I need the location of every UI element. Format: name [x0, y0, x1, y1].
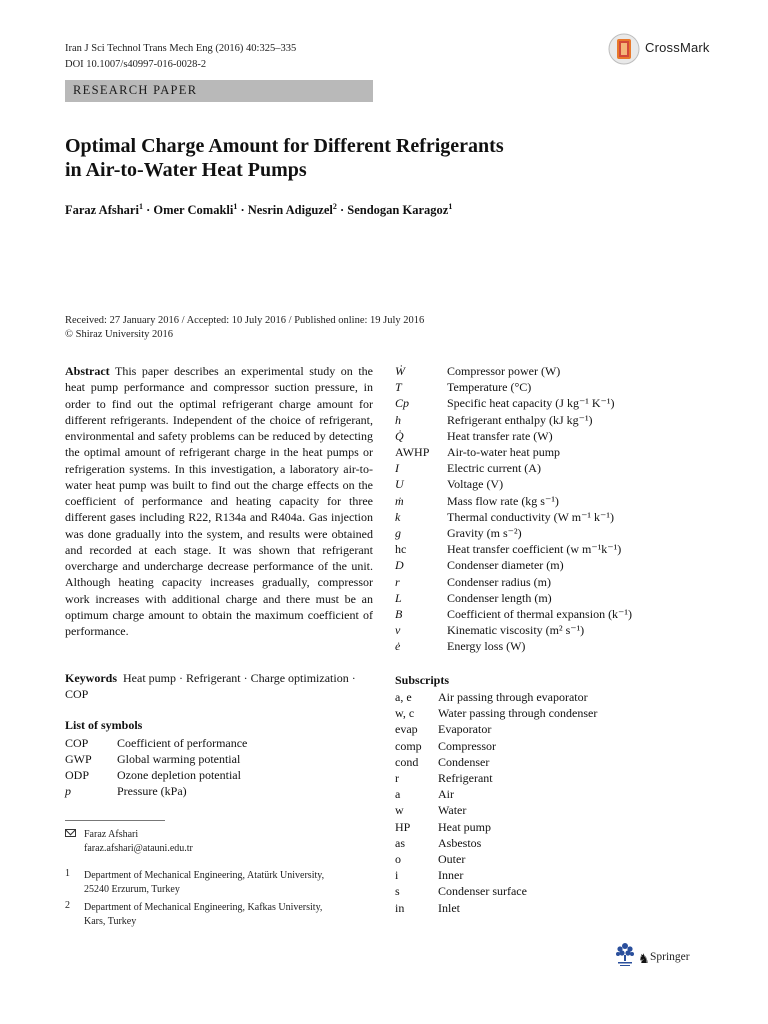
crossmark-label: CrossMark — [645, 40, 710, 55]
author-affiliation-marker: 1 — [448, 201, 453, 211]
symbol-description: Global warming potential — [117, 752, 241, 766]
correspondence — [84, 828, 193, 855]
keywords-text: Heat pump · Refrigerant · Charge optimization · COP — [65, 671, 356, 702]
springer-horse-icon: ♞ — [638, 951, 650, 966]
symbol-description: Heat transfer rate (W) — [447, 428, 553, 443]
symbol-term: a, e — [395, 690, 412, 704]
shiraz-university-logo — [612, 940, 638, 970]
symbol-term: B — [395, 607, 403, 621]
symbol-term: AWHP — [395, 445, 430, 459]
symbol-term: I — [395, 461, 399, 476]
author-list: Faraz Afshari$^1$ · Omer Comakli$^1$ · Nesrin Adiguzel$^2$ · Sendogan Karagoz$^1$ — [65, 201, 453, 217]
symbol-description: Electric current (A) — [447, 461, 541, 476]
author-affiliation-marker: 1 — [138, 201, 143, 211]
symbol-description: Condenser surface — [438, 884, 527, 899]
symbol-term: a — [395, 787, 401, 802]
keywords-label: Keywords — [65, 671, 117, 685]
title-line-2: in Air-to-Water Heat Pumps — [65, 159, 307, 181]
author-name[interactable]: Faraz Afshari — [65, 203, 139, 217]
symbol-term: w — [395, 803, 404, 818]
symbol-description: Temperature (°C) — [447, 380, 532, 395]
symbol-description: Specific heat capacity (J kg⁻¹ K⁻¹) — [447, 396, 615, 411]
symbol-term: COP — [65, 736, 89, 750]
subscripts-heading: Subscripts — [395, 673, 450, 687]
symbol-term: r — [395, 574, 400, 589]
crossmark-icon — [608, 33, 640, 65]
symbol-description: Energy loss (W) — [447, 639, 526, 654]
publisher-name: Springer — [650, 951, 690, 963]
symbol-description: Outer — [438, 852, 466, 866]
symbol-description: Air-to-water heat pump — [447, 445, 561, 459]
symbol-term: T — [395, 380, 402, 395]
symbol-term: p — [65, 784, 71, 798]
symbol-term: HP — [395, 819, 411, 834]
keywords — [65, 670, 373, 703]
abstract — [65, 363, 373, 639]
symbol-description: Heat transfer coefficient (w m⁻¹k⁻¹) — [447, 542, 622, 557]
symbol-description: Pressure (kPa) — [117, 784, 187, 798]
section-label-bar — [65, 80, 373, 102]
paper-title — [65, 134, 585, 182]
symbol-description: Condenser radius (m) — [447, 574, 551, 589]
symbol-term: ė — [395, 639, 401, 654]
symbols-heading: List of symbols — [65, 718, 143, 732]
symbol-term: ODP — [65, 768, 90, 782]
symbol-term: k — [395, 509, 401, 524]
symbol-description: Coefficient of performance — [117, 736, 248, 750]
affiliation-line: Kars, Turkey — [84, 915, 137, 927]
symbol-description: Condenser length (m) — [447, 590, 552, 605]
author-name[interactable]: Nesrin Adiguzel — [247, 203, 333, 217]
dates-line: Received: 27 January 2016 / Accepted: 10 July 2016 / Published online: 19 July 2016 — [65, 315, 425, 326]
symbol-term: U — [395, 477, 404, 492]
symbol-description: Thermal conductivity (W m⁻¹ k⁻¹) — [447, 509, 614, 524]
symbol-term: L — [395, 590, 402, 605]
symbol-term: s — [395, 884, 400, 899]
publication-dates — [65, 314, 424, 342]
symbol-description: Mass flow rate (kg s⁻¹) — [447, 493, 559, 508]
symbol-description: Voltage (V) — [447, 477, 504, 492]
symbol-term: Q̇ — [395, 428, 404, 443]
copyright-line: © Shiraz University 2016 — [65, 329, 174, 340]
symbol-description: Water — [438, 803, 467, 818]
symbol-description: Compressor power (W) — [447, 364, 561, 378]
crossmark-badge[interactable] — [608, 33, 733, 65]
symbol-description: Coefficient of thermal expansion (k⁻¹) — [447, 607, 632, 621]
journal-line: Iran J Sci Technol Trans Mech Eng (2016) 40:325–335 — [65, 43, 297, 54]
affiliation-line: Department of Mechanical Engineering, Atatürk University, — [84, 870, 325, 881]
symbol-term: w, c — [395, 706, 415, 721]
affiliation — [84, 869, 324, 896]
symbol-description: Kinematic viscosity (m² s⁻¹) — [447, 623, 585, 638]
symbol-term: Cp — [395, 396, 410, 411]
affiliation-number: 1 — [65, 868, 70, 879]
symbol-term: Ẇ — [395, 364, 405, 378]
symbol-term: hc — [395, 542, 407, 557]
affiliation-line: Department of Mechanical Engineering, Kafkas University, — [84, 902, 323, 913]
symbol-description: Gravity (m s⁻²) — [447, 526, 522, 540]
symbol-description: Refrigerant — [438, 771, 493, 785]
publisher-logo — [612, 940, 722, 972]
symbol-description: Condenser — [438, 754, 490, 769]
symbol-term: ṁ — [395, 493, 404, 508]
symbol-description: Air passing through evaporator — [438, 690, 588, 704]
author-affiliation-marker: 1 — [233, 201, 238, 211]
symbol-description: Refrigerant enthalpy (kJ kg⁻¹) — [447, 412, 593, 427]
symbol-description: Compressor — [438, 738, 496, 753]
symbol-term: as — [395, 835, 405, 850]
abstract-text: This paper describes an experimental study on the heat pump performance and compressor suction pressure, in order to find out the optimal refrigerant charge amount for different refrigerants. Independent of the choice of refrigerant, environmental and safety problems can be reduced by detecting the optimal amount of refrigerant charge in the heat pumps or refrigeration systems. In this investigation, a laboratory air-to-water heat pump was built to find out the charge effects on the coefficient of performance and heating capacity for three different gases including R22, R134a and R404a. Gas injection was done gradually into the system, and results were obtained and recorded at each stage. It was shown that refrigerant overcharge and undercharge decrease performance of the unit. Although heating capacity increases gradually, compressor work increases with additional charge and there must be an optimum charge amount to obtain the maximum coefficient of performance. — [65, 364, 373, 638]
symbol-description: Inner — [438, 868, 464, 883]
symbol-term: o — [395, 852, 401, 866]
symbol-term: evap — [395, 722, 418, 737]
doi-line: DOI 10.1007/s40997-016-0028-2 — [65, 59, 207, 70]
abstract-label: Abstract — [65, 364, 110, 378]
symbol-term: comp — [395, 738, 422, 753]
symbol-description: Air — [438, 787, 454, 802]
symbol-description: Heat pump — [438, 819, 491, 834]
envelope-icon — [65, 829, 76, 837]
affiliation-number: 2 — [65, 900, 70, 911]
title-line-1: Optimal Charge Amount for Different Refrigerants — [65, 135, 504, 157]
symbol-description: Water passing through condenser — [438, 706, 598, 721]
symbol-description: Condenser diameter (m) — [447, 558, 564, 573]
symbol-description: Evaporator — [438, 722, 492, 737]
affiliation — [84, 901, 322, 928]
symbol-description: Ozone depletion potential — [117, 768, 241, 782]
symbol-term: r — [395, 771, 399, 785]
symbol-term: h — [395, 412, 401, 427]
section-label: RESEARCH PAPER — [73, 83, 198, 97]
symbol-term: g — [395, 526, 401, 540]
correspondence-email[interactable]: faraz.afshari@atauni.edu.tr — [84, 842, 193, 854]
symbol-term: i — [395, 868, 399, 883]
footnote-rule — [65, 820, 165, 821]
symbol-term: D — [395, 558, 404, 573]
symbol-description: Inlet — [438, 900, 460, 915]
symbol-description: Asbestos — [438, 835, 482, 850]
symbol-term: v — [395, 623, 401, 638]
symbol-term: GWP — [65, 752, 92, 766]
symbol-term: cond — [395, 754, 419, 769]
author-name[interactable]: Sendogan Karagoz — [347, 203, 449, 217]
author-name[interactable]: Omer Comakli — [153, 203, 234, 217]
author-affiliation-marker: 2 — [332, 201, 337, 211]
symbol-term: in — [395, 900, 405, 915]
journal-reference — [65, 41, 296, 73]
correspondence-name: Faraz Afshari — [84, 829, 139, 840]
affiliation-line: 25240 Erzurum, Turkey — [84, 883, 180, 895]
